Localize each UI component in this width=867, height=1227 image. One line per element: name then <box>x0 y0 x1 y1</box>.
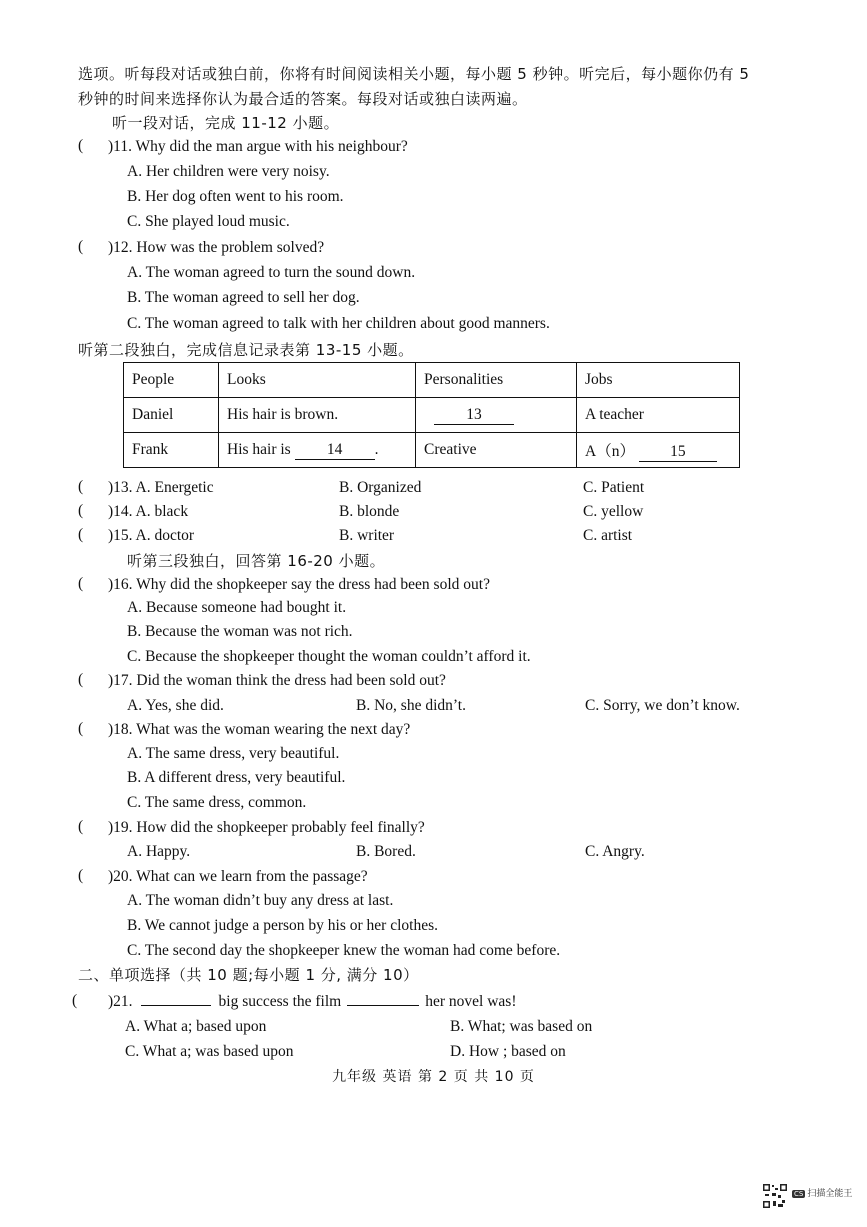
q18-option-a: A. The same dress, very beautiful. <box>127 745 340 762</box>
q19-option-a: A. Happy. <box>127 843 191 860</box>
answer-paren-15[interactable]: ( <box>78 526 84 543</box>
answer-paren-14[interactable]: ( <box>78 502 84 519</box>
q17-option-b: B. No, she didn’t. <box>356 697 466 714</box>
q18-option-c: C. The same dress, common. <box>127 794 307 811</box>
q14-option-a: )14. A. black <box>108 503 189 520</box>
q21-mid: big success the film <box>218 993 342 1010</box>
looks-prefix: His hair is <box>227 440 291 458</box>
q11-option-c: C. She played loud music. <box>127 213 290 230</box>
q21-blank-2[interactable] <box>347 1005 419 1006</box>
q21-end: her novel was! <box>425 993 517 1010</box>
q20-stem: )20. What can we learn from the passage? <box>108 868 368 885</box>
q18-option-b: B. A different dress, very beautiful. <box>127 769 346 786</box>
cell-people: Frank <box>124 433 219 468</box>
table-row <box>124 398 740 433</box>
qr-code-icon <box>762 1183 788 1209</box>
q12-option-c: C. The woman agreed to talk with her children about good manners. <box>127 315 550 332</box>
table-row <box>124 433 740 468</box>
q19-stem: )19. How did the shopkeeper probably feel finally? <box>108 819 425 836</box>
section2-heading: 听第二段独白，完成信息记录表第 13-15 小题。 <box>78 341 414 359</box>
header-personalities: Personalities <box>416 363 577 398</box>
cell-job: A teacher <box>577 398 740 433</box>
q20-option-a: A. The woman didn’t buy any dress at last. <box>127 892 394 909</box>
q14-option-c: C. yellow <box>583 503 644 520</box>
q17-option-a: A. Yes, she did. <box>127 697 224 714</box>
q20-option-b: B. We cannot judge a person by his or her clothes. <box>127 917 438 934</box>
part2-heading: 二、单项选择（共 10 题;每小题 1 分, 满分 10） <box>78 966 419 984</box>
answer-paren-13[interactable]: ( <box>78 478 84 495</box>
q11-option-b: B. Her dog often went to his room. <box>127 188 344 205</box>
scanner-badge: CS <box>794 1190 804 1198</box>
header-looks: Looks <box>219 363 416 398</box>
q17-option-c: C. Sorry, we don’t know. <box>585 697 740 714</box>
q19-option-b: B. Bored. <box>356 843 416 860</box>
q16-stem: )16. Why did the shopkeeper say the dress had been sold out? <box>108 576 490 593</box>
header-people: People <box>124 363 219 398</box>
q12-stem: )12. How was the problem solved? <box>108 239 325 256</box>
q20-option-c: C. The second day the shopkeeper knew the woman had come before. <box>127 942 561 959</box>
blank-13[interactable]: 13 <box>434 406 514 425</box>
q17-stem: )17. Did the woman think the dress had been sold out? <box>108 672 446 689</box>
q18-stem: )18. What was the woman wearing the next day? <box>108 721 411 738</box>
scanner-label: 扫描全能王 <box>807 1189 853 1199</box>
looks-suffix: . <box>374 440 379 458</box>
q15-option-a: )15. A. doctor <box>108 527 195 544</box>
q11-option-a: A. Her children were very noisy. <box>127 163 330 180</box>
q13-option-a: )13. A. Energetic <box>108 479 214 496</box>
page-footer: 九年级 英语 第 2 页 共 10 页 <box>332 1069 535 1085</box>
answer-paren-20[interactable]: ( <box>78 867 84 884</box>
q15-option-b: B. writer <box>339 527 395 544</box>
blank-14[interactable]: 14 <box>295 441 375 460</box>
answer-paren-19[interactable]: ( <box>78 818 84 835</box>
cell-personality <box>416 398 577 433</box>
q19-option-c: C. Angry. <box>585 843 645 860</box>
cell-looks <box>219 433 416 468</box>
q12-option-a: A. The woman agreed to turn the sound down. <box>127 264 416 281</box>
q13-option-c: C. Patient <box>583 479 645 496</box>
q15-option-c: C. artist <box>583 527 633 544</box>
q12-option-b: B. The woman agreed to sell her dog. <box>127 289 360 306</box>
table-header-row <box>124 363 740 398</box>
q16-option-a: A. Because someone had bought it. <box>127 599 347 616</box>
cell-personality: Creative <box>416 433 577 468</box>
intro-line-2: 秒钟的时间来选择你认为最合适的答案。每段对话或独白读两遍。 <box>78 90 528 108</box>
q16-option-c: C. Because the shopkeeper thought the woman couldn’t afford it. <box>127 648 531 665</box>
q14-option-b: B. blonde <box>339 503 400 520</box>
cell-people: Daniel <box>124 398 219 433</box>
q16-option-b: B. Because the woman was not rich. <box>127 623 353 640</box>
section3-heading: 听第三段独白，回答第 16-20 小题。 <box>127 552 386 570</box>
scanner-logo <box>792 1186 852 1199</box>
q21-option-a: A. What a; based upon <box>125 1018 267 1035</box>
q11-stem: )11. Why did the man argue with his neighbour? <box>108 138 408 155</box>
section1-heading: 听一段对话，完成 11-12 小题。 <box>112 114 340 132</box>
cell-looks: His hair is brown. <box>219 398 416 433</box>
q13-option-b: B. Organized <box>339 479 422 496</box>
q21-option-b: B. What; was based on <box>450 1018 593 1035</box>
job-prefix: A（n） <box>585 442 635 460</box>
header-jobs: Jobs <box>577 363 740 398</box>
answer-paren-17[interactable]: ( <box>78 671 84 688</box>
q21-blank-1[interactable] <box>141 1005 211 1006</box>
answer-paren-18[interactable]: ( <box>78 720 84 737</box>
answer-paren-16[interactable]: ( <box>78 575 84 592</box>
info-table <box>123 362 740 468</box>
q21-stem <box>108 992 516 1012</box>
blank-15[interactable]: 15 <box>639 443 717 462</box>
answer-paren-12[interactable]: ( <box>78 238 84 255</box>
answer-paren-21[interactable]: ( <box>72 992 78 1009</box>
intro-line-1: 选项。听每段对话或独白前，你将有时间阅读相关小题，每小题 5 秒钟。听完后，每小题你仍有 5 <box>78 65 750 83</box>
answer-paren-11[interactable]: ( <box>78 137 84 154</box>
q21-option-c: C. What a; was based upon <box>125 1043 294 1060</box>
q21-number: )21. <box>108 993 133 1010</box>
cell-job <box>577 433 740 468</box>
q21-option-d: D. How ; based on <box>450 1043 566 1060</box>
